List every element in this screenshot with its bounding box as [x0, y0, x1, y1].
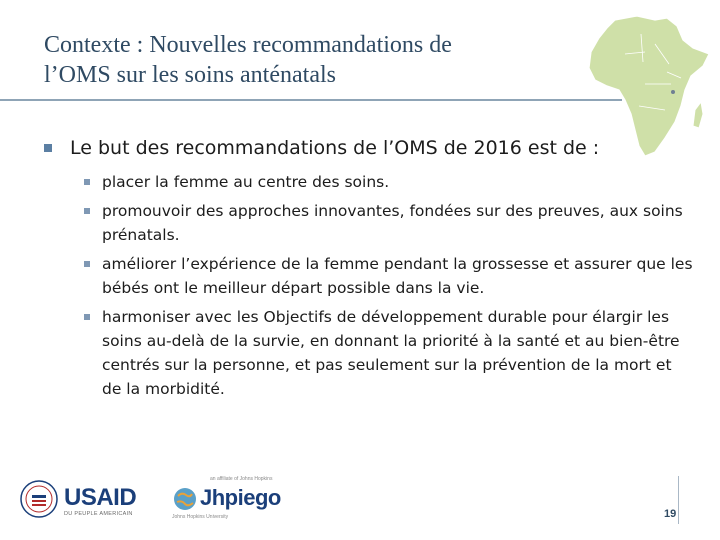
sub-bullet-text: placer la femme au centre des soins. [102, 173, 390, 191]
jhpiego-globe-icon [172, 486, 198, 512]
sub-bullet-marker [84, 179, 90, 185]
sub-bullet-2 [84, 199, 694, 247]
footer-logos [20, 474, 280, 524]
main-bullet-text: Le but des recommandations de l’OMS de 2016 est de : [70, 137, 600, 159]
sub-bullet-list [84, 170, 694, 406]
sub-bullet-text: harmoniser avec les Objectifs de développement durable pour élargir les soins au-delà de la survie, en donnant la priorité à la santé et au bien-être centrés sur la personne, et pas seulement sur la prévention de la mort et de la morbidité. [102, 308, 680, 398]
sub-bullet-marker [84, 208, 90, 214]
usaid-seal-icon [20, 480, 58, 518]
sub-bullet-marker [84, 314, 90, 320]
main-bullet [44, 136, 684, 160]
sub-bullet-text: améliorer l’expérience de la femme pendant la grossesse et assurer que les bébés ont le meilleur départ possible dans la vie. [102, 255, 693, 297]
page-number: 19 [664, 508, 677, 520]
jhpiego-logo: Jhpiego [200, 485, 281, 510]
jhpiego-tagline: Johns Hopkins University [172, 514, 229, 520]
usaid-subtext: DU PEUPLE AMERICAIN [64, 511, 133, 517]
jhpiego-affiliation: an affiliate of Johns Hopkins [210, 476, 273, 482]
slide-title [44, 30, 564, 90]
sub-bullet-text: promouvoir des approches innovantes, fondées sur des preuves, aux soins prénatals. [102, 202, 683, 244]
main-bullet-marker [44, 144, 52, 152]
title-divider [0, 99, 622, 101]
slide-title-line-1: Contexte : Nouvelles recommandations de [44, 32, 452, 58]
page-divider [678, 476, 679, 524]
usaid-logo: USAID [64, 484, 137, 511]
sub-bullet-1 [84, 170, 694, 194]
sub-bullet-3 [84, 252, 694, 300]
slide-title-line-2: l’OMS sur les soins anténatals [44, 62, 336, 88]
sub-bullet-4 [84, 305, 694, 401]
sub-bullet-marker [84, 261, 90, 267]
